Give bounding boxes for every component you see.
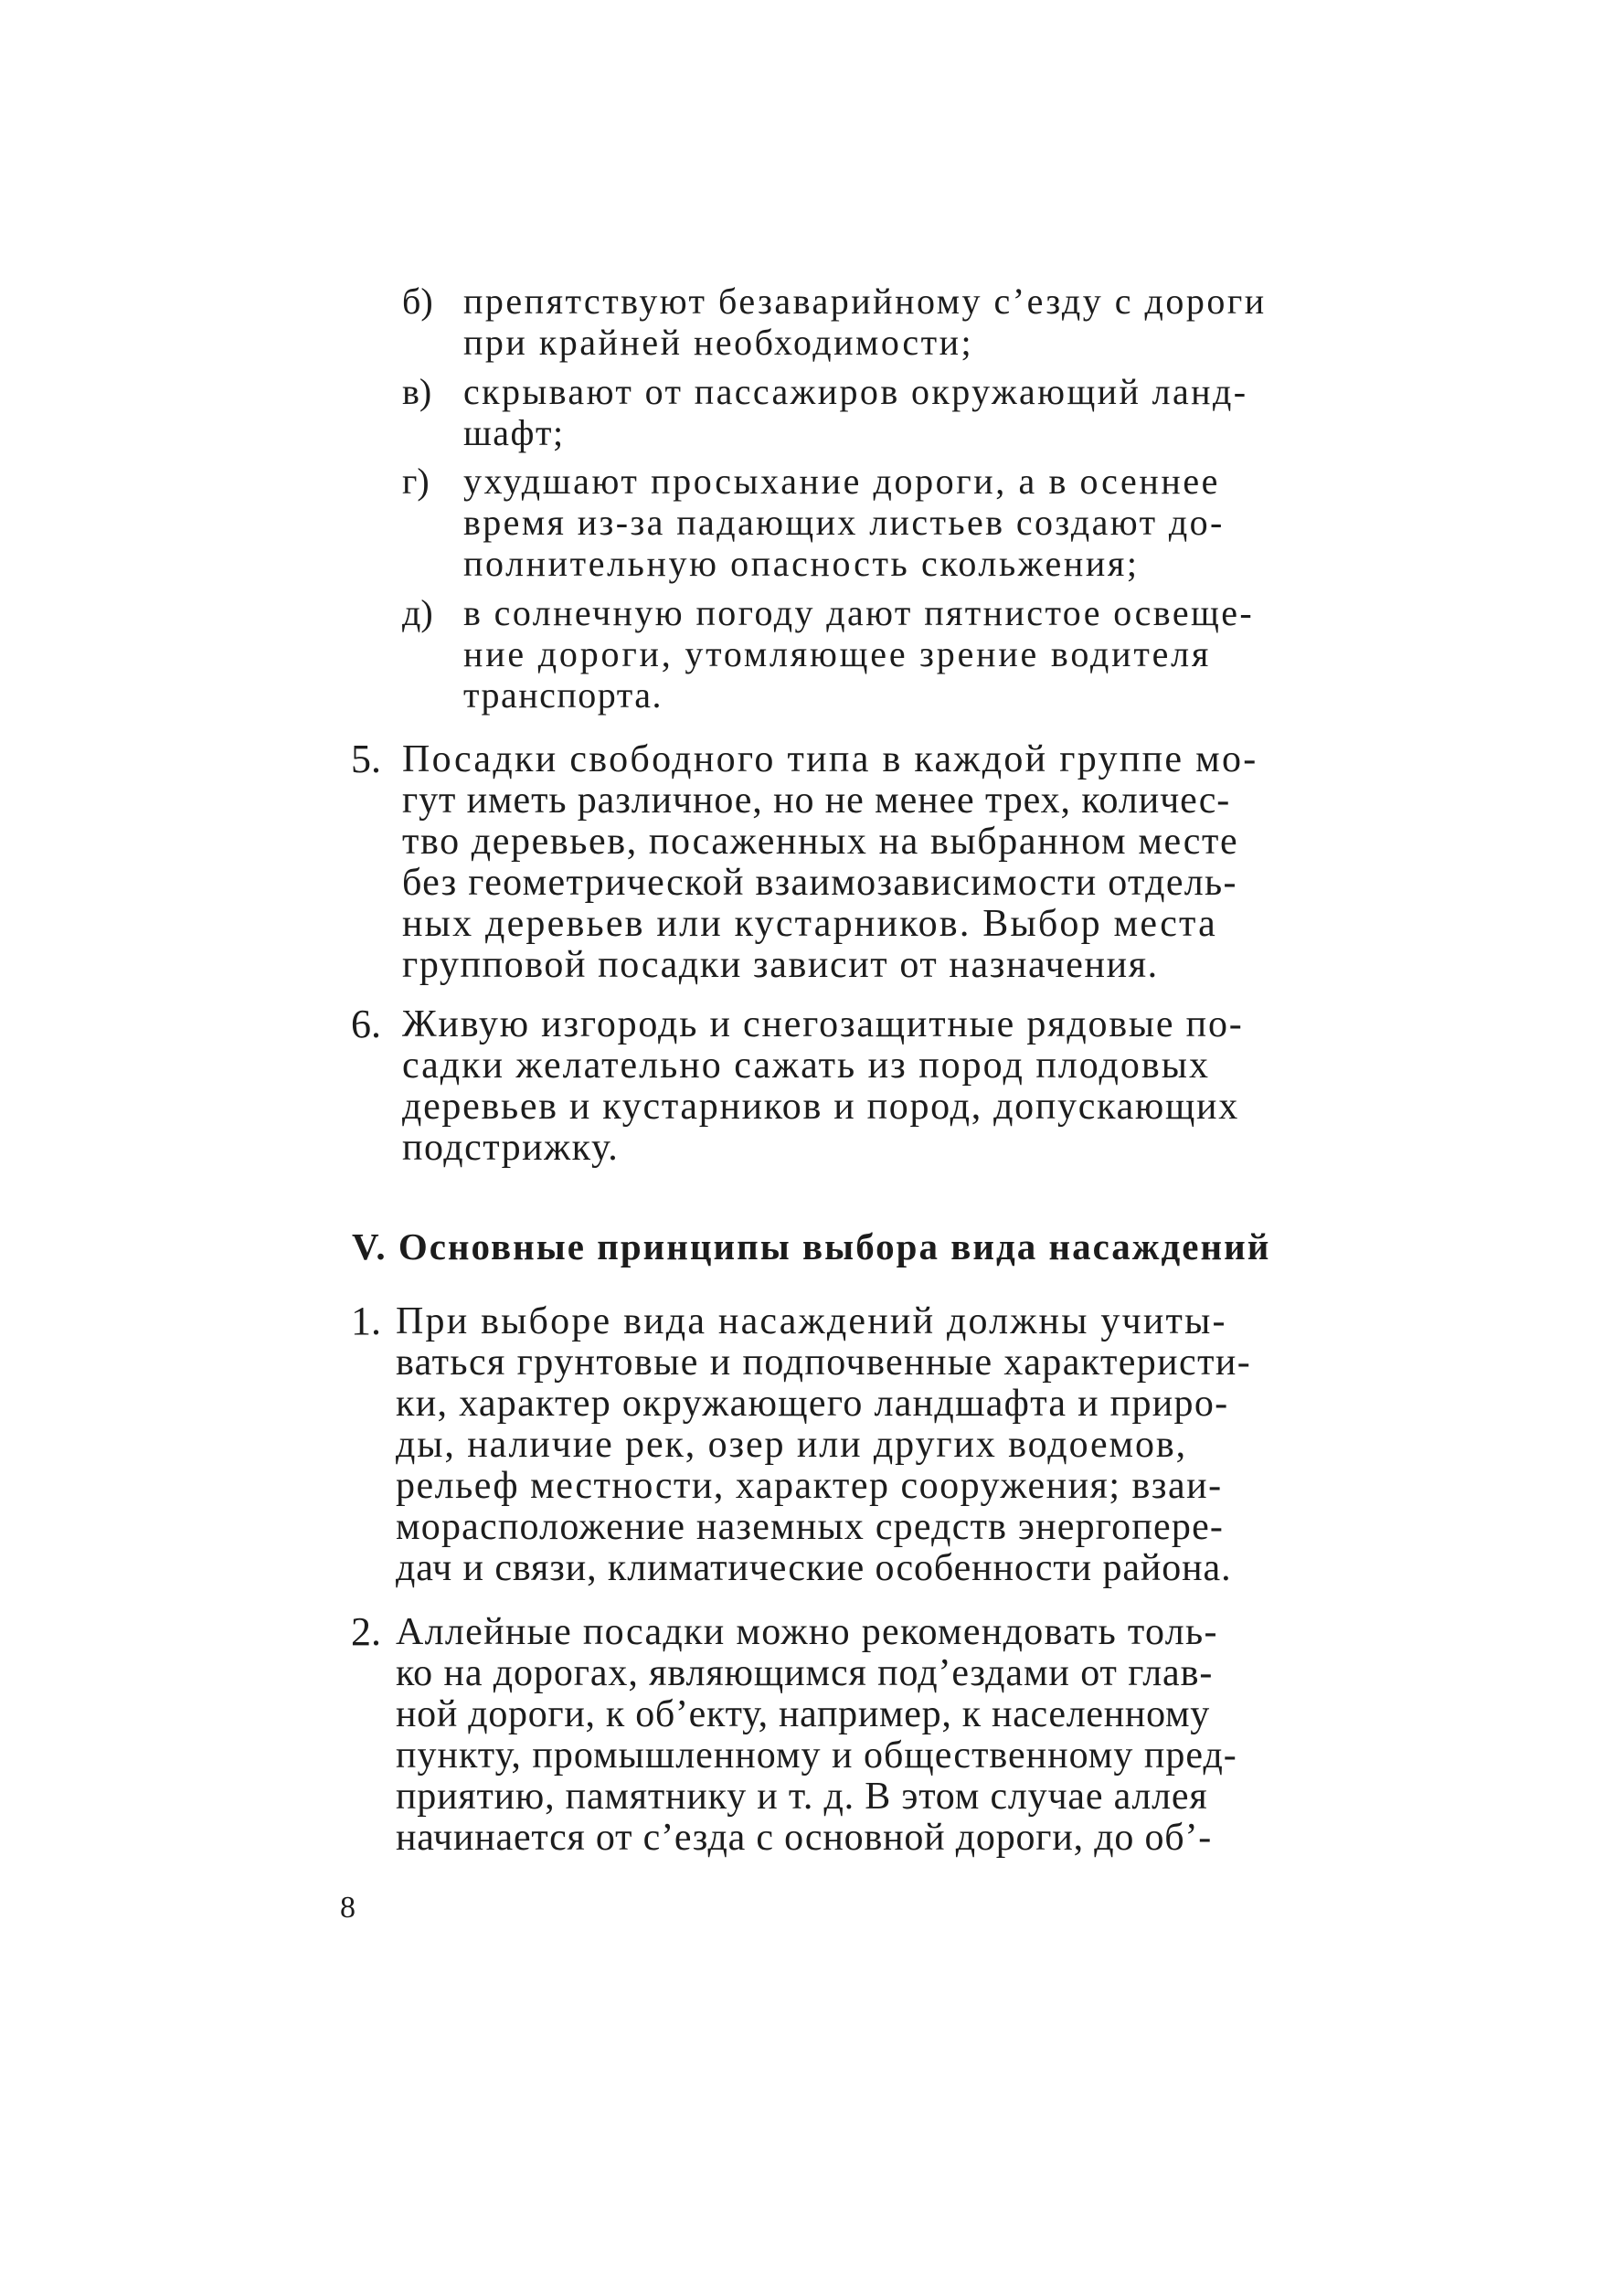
text-line: полнительную опасность скольжения; <box>463 543 1140 584</box>
list-number-2: 2. <box>351 1609 381 1654</box>
text-line: препятствуют безаварийному с’езду с дороги <box>463 281 1267 322</box>
text-line: гут иметь различное, но не менее трех, количес- <box>402 780 1231 822</box>
text-line: Посадки свободного типа в каждой группе мо- <box>402 738 1258 780</box>
text-line: транспорта. <box>463 674 663 716</box>
text-line: скрывают от пассажиров окружающий ланд- <box>463 371 1248 412</box>
list-marker-v: в) <box>402 371 432 412</box>
text-line: рельеф местности, характер сооружения; взаи- <box>396 1465 1223 1507</box>
text-line: Живую изгородь и снегозащитные рядовые по- <box>402 1003 1244 1045</box>
text-line: время из-за падающих листьев создают до- <box>463 502 1225 543</box>
text-line: приятию, памятнику и т. д. В этом случае аллея <box>396 1776 1208 1818</box>
page-number: 8 <box>340 1891 356 1925</box>
text-line: ной дороги, к об’екту, например, к населенному <box>396 1693 1210 1735</box>
text-line: в солнечную погоду дают пятнистое освеще- <box>463 592 1255 633</box>
text-line: без геометрической взаимозависимости отдель- <box>402 862 1237 904</box>
text-line: ных деревьев или кустарников. Выбор места <box>402 903 1217 945</box>
text-line: шафт; <box>463 412 565 453</box>
list-marker-b: б) <box>402 281 433 322</box>
text-line: ухудшают просыхание дороги, а в осеннее <box>463 461 1221 502</box>
text-line: тво деревьев, посаженных на выбранном месте <box>402 821 1239 863</box>
text-line: садки желательно сажать из пород плодовых <box>402 1045 1210 1087</box>
text-line: При выборе вида насаждений должны учиты- <box>396 1300 1227 1342</box>
text-line: ваться грунтовые и подпочвенные характеристи- <box>396 1342 1252 1384</box>
text-line: ды, наличие рек, озер или других водоемов, <box>396 1424 1188 1466</box>
text-line: при крайней необходимости; <box>463 322 974 363</box>
text-line: начинается от с’езда с основной дороги, до об’- <box>396 1817 1213 1859</box>
list-marker-g: г) <box>402 461 430 502</box>
text-line: ки, характер окружающего ландшафта и приро- <box>396 1383 1229 1425</box>
text-line: деревьев и кустарников и пород, допускающих <box>402 1086 1239 1128</box>
text-line: морасположение наземных средств энергопере- <box>396 1506 1225 1548</box>
text-line: подстрижку. <box>402 1127 620 1169</box>
section-heading: V. Основные принципы выбора вида насаждений <box>352 1225 1271 1267</box>
list-number-5: 5. <box>351 737 381 781</box>
text-line: ко на дорогах, являющимся под’ездами от глав- <box>396 1652 1214 1694</box>
text-line: групповой посадки зависит от назначения. <box>402 944 1159 986</box>
list-marker-d: д) <box>402 592 433 633</box>
text-line: ние дороги, утомляющее зрение водителя <box>463 633 1212 674</box>
text-line: дач и связи, климатические особенности района. <box>396 1547 1232 1589</box>
list-number-1: 1. <box>351 1299 381 1343</box>
text-line: пункту, промышленному и общественному пред- <box>396 1734 1237 1777</box>
text-line: Аллейные посадки можно рекомендовать толь- <box>396 1611 1218 1653</box>
list-number-6: 6. <box>351 1002 381 1046</box>
